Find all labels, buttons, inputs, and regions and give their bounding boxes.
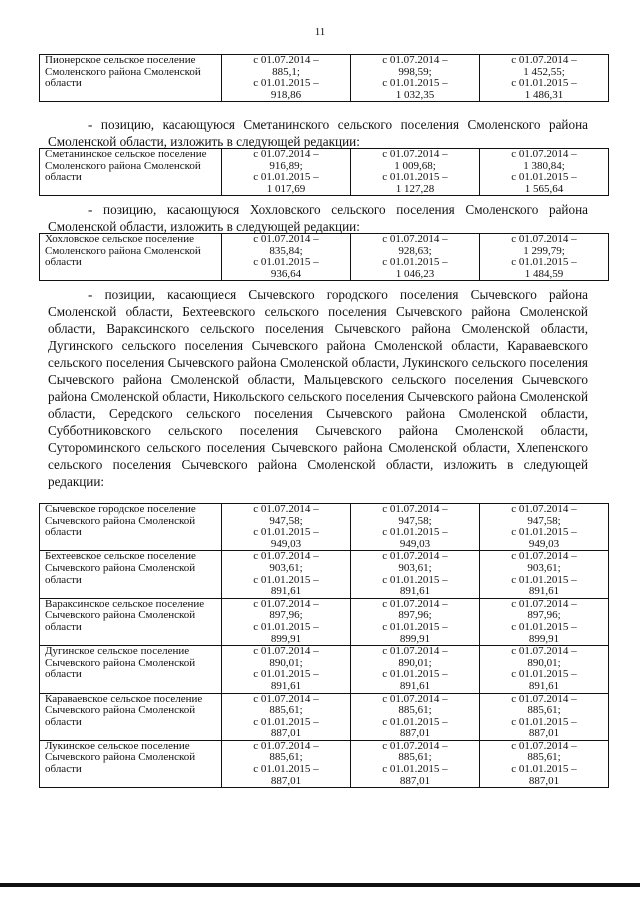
tariff-line: 1 565,64: [524, 182, 564, 195]
tariff-line: с 01.07.2014 –: [253, 692, 319, 705]
table-row: [40, 551, 609, 598]
paragraph-smetaninskoe: - позицию, касающуюся Сметанинского сельского поселения Смоленского района Смоленской области, изложить в следующей редакции:: [48, 117, 588, 149]
tariff-cell: [351, 646, 480, 693]
settlement-name: Караваевское сельское поселение Сычевского района Смоленской области: [40, 693, 222, 740]
tariff-line: 998,59;: [398, 65, 432, 78]
tariff-line: с 01.01.2015 –: [253, 77, 319, 90]
tariff-line: с 01.07.2014 –: [511, 597, 577, 610]
tariff-line: 890,01;: [398, 656, 432, 669]
tariff-line: с 01.07.2014 –: [511, 692, 577, 705]
tariff-line: 887,01: [399, 774, 431, 787]
tariff-line: с 01.07.2014 –: [511, 148, 577, 160]
tariff-cell: [222, 646, 351, 693]
tariff-line: 949,03: [270, 537, 302, 550]
tariff-line: с 01.07.2014 –: [511, 645, 577, 658]
tariff-line: с 01.07.2014 –: [511, 233, 577, 245]
tariff-line: 899,91: [270, 632, 302, 645]
settlement-name: Сметанинское сельское поселение Смоленского района Смоленской области: [40, 149, 222, 196]
tariff-line: с 01.01.2015 –: [382, 668, 448, 681]
tariff-line: 885,61;: [527, 704, 561, 717]
tariff-line: с 01.01.2015 –: [511, 526, 577, 539]
tariff-cell: [351, 55, 480, 102]
tariff-cell: [351, 551, 480, 598]
tariff-line: 1 009,68;: [394, 159, 436, 172]
tariff-line: с 01.01.2015 –: [511, 715, 577, 728]
tariff-line: с 01.07.2014 –: [253, 233, 319, 245]
tariff-line: с 01.07.2014 –: [382, 233, 448, 245]
tariff-line: с 01.01.2015 –: [382, 171, 448, 184]
tariff-line: с 01.07.2014 –: [253, 148, 319, 160]
tariff-cell: [222, 693, 351, 740]
tariff-table-khokhlovskoe: [39, 233, 609, 281]
tariff-line: 891,61: [528, 679, 560, 692]
tariff-line: 891,61: [399, 585, 431, 598]
tariff-cell: [222, 598, 351, 645]
page-number: 11: [314, 26, 326, 38]
tariff-line: с 01.01.2015 –: [253, 620, 319, 633]
tariff-line: 1 127,28: [395, 182, 435, 195]
tariff-line: с 01.07.2014 –: [253, 645, 319, 658]
table-row: [40, 646, 609, 693]
tariff-line: с 01.07.2014 –: [382, 692, 448, 705]
tariff-line: 949,03: [528, 537, 560, 550]
tariff-line: с 01.01.2015 –: [382, 526, 448, 539]
tariff-table-pionerskoe: [39, 54, 609, 102]
tariff-line: 899,91: [399, 632, 431, 645]
tariff-line: с 01.01.2015 –: [511, 620, 577, 633]
tariff-line: с 01.01.2015 –: [253, 526, 319, 539]
tariff-line: с 01.01.2015 –: [511, 763, 577, 776]
tariff-line: 897,96;: [527, 609, 561, 622]
tariff-line: 1 046,23: [395, 267, 435, 280]
tariff-line: 1 017,69: [266, 182, 306, 195]
tariff-line: с 01.01.2015 –: [511, 573, 577, 586]
tariff-cell: [480, 234, 609, 281]
tariff-line: 885,61;: [398, 751, 432, 764]
tariff-line: с 01.01.2015 –: [511, 256, 577, 269]
tariff-line: с 01.07.2014 –: [382, 503, 448, 515]
tariff-line: с 01.01.2015 –: [382, 620, 448, 633]
tariff-line: с 01.01.2015 –: [253, 171, 319, 184]
tariff-cell: [351, 598, 480, 645]
tariff-line: 928,63;: [398, 244, 432, 257]
tariff-line: 887,01: [399, 727, 431, 740]
tariff-line: 885,61;: [527, 751, 561, 764]
tariff-line: 885,1;: [272, 65, 300, 78]
tariff-line: с 01.07.2014 –: [382, 54, 448, 66]
settlement-name: Бехтеевское сельское поселение Сычевского района Смоленской области: [40, 551, 222, 598]
tariff-line: 947,58;: [269, 514, 303, 527]
tariff-line: 887,01: [270, 774, 302, 787]
tariff-line: с 01.01.2015 –: [253, 715, 319, 728]
tariff-line: 835,84;: [269, 244, 303, 257]
tariff-line: 947,58;: [398, 514, 432, 527]
tariff-line: с 01.01.2015 –: [253, 573, 319, 586]
tariff-cell: [480, 149, 609, 196]
tariff-line: 890,01;: [269, 656, 303, 669]
tariff-line: 903,61;: [398, 561, 432, 574]
paragraph-sychevka: - позиции, касающиеся Сычевского городского поселения Сычевского района Смоленской области, Бехтеевского сельского поселения Сычевского района Смоленской области, Вараксинского сельского поселения Сычевского района Смоленской области, Дугинского сельского поселения Сычевского района Смоленской области, Караваевского сельского поселения Сычевского района Смоленской области, Лукинского сельского поселения Сычевского района Смоленской области, Мальцевского сельского поселения Сычевского района Смоленской области, Никольского сельского поселения Сычевского района Смоленской области, Середского сельского поселения Сычевского района Смоленской области, Субботниковского сельского поселения Сычевского района Смоленской области, Сутороминского сельского поселения Сычевского района Смоленской области, Хлепенского сельского поселения Сычевского района Смоленской области, изложить в следующей редакции:: [48, 287, 588, 489]
table-row: [40, 693, 609, 740]
tariff-line: с 01.07.2014 –: [253, 503, 319, 515]
tariff-line: 916,89;: [269, 159, 303, 172]
tariff-line: с 01.07.2014 –: [382, 739, 448, 752]
tariff-line: 897,96;: [269, 609, 303, 622]
tariff-line: с 01.07.2014 –: [382, 597, 448, 610]
tariff-line: с 01.07.2014 –: [253, 550, 319, 563]
tariff-line: 891,61: [528, 585, 560, 598]
tariff-cell: [480, 551, 609, 598]
tariff-cell: [222, 551, 351, 598]
tariff-line: с 01.07.2014 –: [382, 148, 448, 160]
table-row: [40, 149, 609, 196]
tariff-line: 1 380,84;: [523, 159, 565, 172]
settlement-name: Хохловское сельское поселение Смоленского района Смоленской области: [40, 234, 222, 281]
tariff-line: 1 486,31: [524, 88, 564, 101]
settlement-name: Дугинское сельское поселение Сычевского района Смоленской области: [40, 646, 222, 693]
tariff-line: с 01.07.2014 –: [511, 54, 577, 66]
tariff-cell: [222, 149, 351, 196]
tariff-line: 891,61: [270, 585, 302, 598]
table-row: [40, 598, 609, 645]
tariff-line: с 01.07.2014 –: [253, 597, 319, 610]
tariff-line: с 01.01.2015 –: [382, 256, 448, 269]
tariff-line: 887,01: [270, 727, 302, 740]
footer-bar: [0, 883, 640, 887]
tariff-cell: [351, 740, 480, 787]
settlement-name: Пионерское сельское поселение Смоленского района Смоленской области: [40, 55, 222, 102]
tariff-line: с 01.01.2015 –: [511, 668, 577, 681]
tariff-line: 918,86: [270, 88, 302, 101]
tariff-line: с 01.01.2015 –: [253, 256, 319, 269]
tariff-line: 903,61;: [269, 561, 303, 574]
tariff-line: 891,61: [270, 679, 302, 692]
tariff-line: 887,01: [528, 774, 560, 787]
tariff-line: с 01.01.2015 –: [511, 171, 577, 184]
tariff-cell: [351, 504, 480, 551]
tariff-line: с 01.01.2015 –: [511, 77, 577, 90]
tariff-line: 891,61: [399, 679, 431, 692]
tariff-cell: [351, 693, 480, 740]
tariff-cell: [351, 149, 480, 196]
tariff-line: 899,91: [528, 632, 560, 645]
table-row: [40, 234, 609, 281]
tariff-table-smetaninskoe: [39, 148, 609, 196]
tariff-line: 949,03: [399, 537, 431, 550]
tariff-line: 936,64: [270, 267, 302, 280]
table-row: [40, 504, 609, 551]
paragraph-khokhlovskoe: - позицию, касающуюся Хохловского сельского поселения Смоленского района Смоленской области, изложить в следующей редакции:: [48, 202, 588, 234]
tariff-cell: [222, 504, 351, 551]
tariff-line: 887,01: [528, 727, 560, 740]
tariff-line: с 01.07.2014 –: [253, 739, 319, 752]
tariff-cell: [480, 55, 609, 102]
tariff-line: 1 452,55;: [523, 65, 565, 78]
tariff-line: с 01.01.2015 –: [382, 715, 448, 728]
tariff-cell: [222, 234, 351, 281]
tariff-line: 897,96;: [398, 609, 432, 622]
settlement-name: Сычевское городское поселение Сычевского района Смоленской области: [40, 504, 222, 551]
table-row: [40, 55, 609, 102]
settlement-name: Вараксинское сельское поселение Сычевского района Смоленской области: [40, 598, 222, 645]
tariff-cell: [480, 598, 609, 645]
tariff-line: 885,61;: [269, 751, 303, 764]
tariff-line: с 01.01.2015 –: [382, 77, 448, 90]
tariff-cell: [480, 740, 609, 787]
tariff-cell: [222, 55, 351, 102]
tariff-cell: [480, 646, 609, 693]
tariff-line: с 01.07.2014 –: [253, 54, 319, 66]
tariff-line: с 01.07.2014 –: [382, 645, 448, 658]
settlement-name: Лукинское сельское поселение Сычевского района Смоленской области: [40, 740, 222, 787]
tariff-line: с 01.07.2014 –: [511, 503, 577, 515]
tariff-line: 885,61;: [269, 704, 303, 717]
tariff-line: с 01.07.2014 –: [511, 739, 577, 752]
tariff-table-sychevka: [39, 503, 609, 788]
tariff-line: с 01.01.2015 –: [253, 668, 319, 681]
tariff-line: с 01.07.2014 –: [511, 550, 577, 563]
tariff-line: 890,01;: [527, 656, 561, 669]
tariff-line: с 01.01.2015 –: [253, 763, 319, 776]
tariff-cell: [480, 504, 609, 551]
tariff-line: 903,61;: [527, 561, 561, 574]
tariff-line: с 01.07.2014 –: [382, 550, 448, 563]
tariff-line: 885,61;: [398, 704, 432, 717]
tariff-cell: [222, 740, 351, 787]
tariff-cell: [480, 693, 609, 740]
tariff-line: 1 299,79;: [523, 244, 565, 257]
tariff-line: 1 032,35: [395, 88, 435, 101]
tariff-cell: [351, 234, 480, 281]
table-row: [40, 740, 609, 787]
tariff-line: с 01.01.2015 –: [382, 763, 448, 776]
tariff-line: с 01.01.2015 –: [382, 573, 448, 586]
tariff-line: 1 484,59: [524, 267, 564, 280]
tariff-line: 947,58;: [527, 514, 561, 527]
